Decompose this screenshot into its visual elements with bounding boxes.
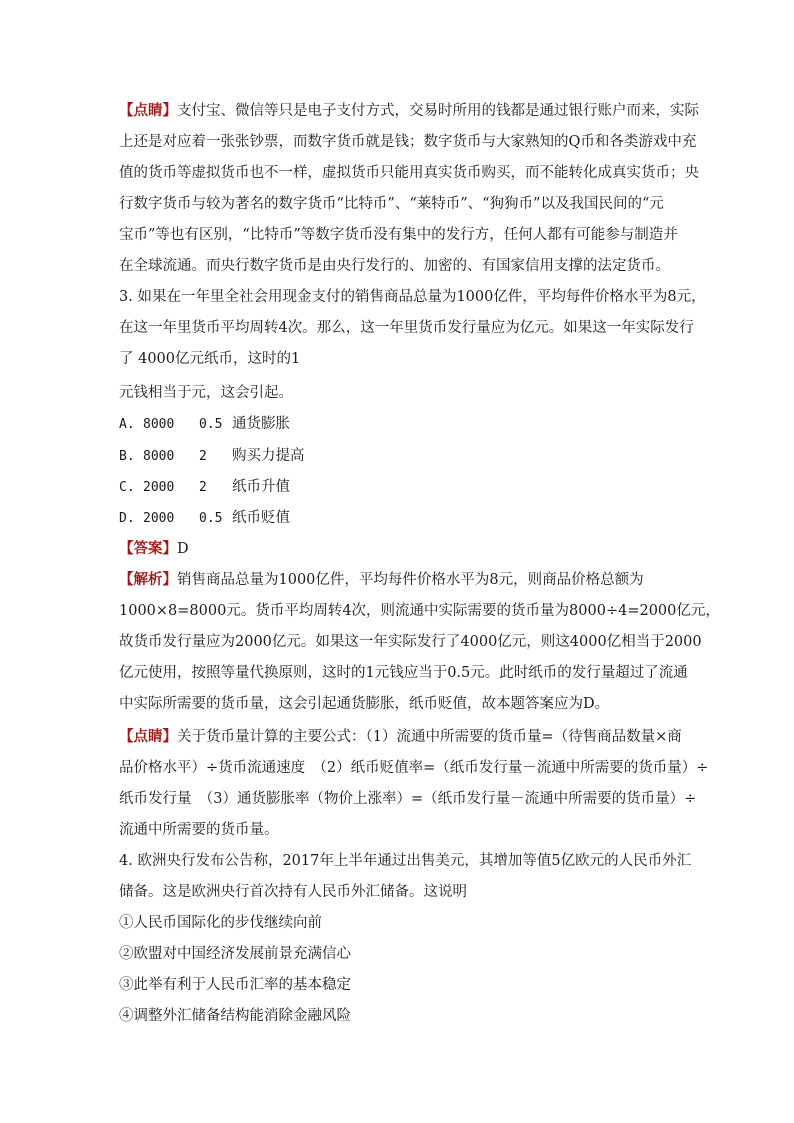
analysis-line: 1000×8=8000元。货币平均周转4次，则流通中实际需要的货币量为8000÷4=2000亿元，: [119, 603, 720, 619]
dianjing-line: 值的货币等虚拟货币也不一样，虚拟货币只能用真实货币购买，而不能转化成真实货币；央: [119, 165, 699, 181]
analysis-line: 中实际所需要的货币量，这会引起通货膨胀，纸币贬值，故本题答案应为D。: [119, 696, 610, 712]
dianjing-line: 行数字货币与较为著名的数字货币“比特币”、“莱特币”、“狗狗币”以及我国民间的“元: [119, 196, 664, 212]
statement-item: ③此举有利于人民币汇率的基本稳定: [119, 977, 351, 993]
answer-line: [119, 539, 189, 559]
question-3-line: 在这一年里货币平均周转4次。那么，这一年里货币发行量应为亿元。如果这一年实际发行: [119, 320, 694, 336]
question-4-line: 储备。这是欧洲央行首次持有人民币外汇储备。这说明: [119, 884, 467, 900]
statement-item: ④调整外汇储备结构能消除金融风险: [119, 1008, 351, 1024]
dianjing-line: 流通中所需要的货币量。: [119, 822, 279, 838]
dianjing-tag: 【点睛】: [119, 102, 177, 119]
dianjing-line: 宝币”等也有区别，“比特币”等数字货币没有集中的发行方，任何人都有可能参与制造并: [119, 227, 678, 243]
dianjing-line: 在全球流通。而央行数字货币是由央行发行的、加密的、有国家信用支撑的法定货币。: [119, 258, 670, 274]
question-3-line: 元钱相当于元，这会引起。: [119, 385, 293, 401]
option-c: C. 2000 2 纸币升值: [119, 479, 290, 495]
analysis-line: 亿元使用，按照等量代换原则，这时的1元钱应当于0.5元。此时纸币的发行量超过了流通: [119, 665, 688, 681]
statement-item: ①人民币国际化的步伐继续向前: [119, 915, 322, 931]
dianjing-line: 品价格水平）÷货币流通速度 （2）纸币贬值率=（纸币发行量－流通中所需要的货币量）÷: [119, 760, 709, 776]
dianjing-line: 上还是对应着一张张钞票，而数字货币就是钱；数字货币与大家熟知的Q币和各类游戏中充: [119, 134, 697, 150]
option-a: A. 8000 0.5 通货膨胀: [119, 416, 290, 432]
answer-tag: 【答案】: [119, 540, 177, 557]
analysis-line: 【解析】销售商品总量为1000亿件，平均每件价格水平为8元，则商品价格总额为: [119, 571, 644, 588]
option-d: D. 2000 0.5 纸币贬值: [119, 510, 290, 526]
dianjing-tag: 【点睛】: [119, 728, 177, 745]
question-3-line: 3. 如果在一年里全社会用现金支付的销售商品总量为1000亿件，平均每件价格水平为8元，: [119, 289, 706, 305]
option-b: B. 8000 2 购买力提高: [119, 448, 305, 464]
statement-item: ②欧盟对中国经济发展前景充满信心: [119, 946, 351, 962]
analysis-line: 故货币发行量应为2000亿元。如果这一年实际发行了4000亿元，则这4000亿相当于2000: [119, 634, 702, 650]
dianjing-line: 【点睛】支付宝、微信等只是电子支付方式，交易时所用的钱都是通过银行账户而来，实际: [119, 102, 699, 119]
dianjing-line: 【点睛】关于货币量计算的主要公式：（1）流通中所需要的货币量=（待售商品数量×商: [119, 728, 682, 745]
question-3-line: 了 4000亿元纸币，这时的1: [119, 351, 301, 367]
analysis-tag: 【解析】: [119, 571, 177, 588]
question-4-line: 4. 欧洲央行发布公告称，2017年上半年通过出售美元，其增加等值5亿欧元的人民币外汇: [119, 853, 692, 869]
dianjing-line: 纸币发行量 （3）通货膨胀率（物价上涨率）=（纸币发行量－流通中所需要的货币量）÷: [119, 791, 697, 807]
answer-value: D: [177, 541, 189, 557]
